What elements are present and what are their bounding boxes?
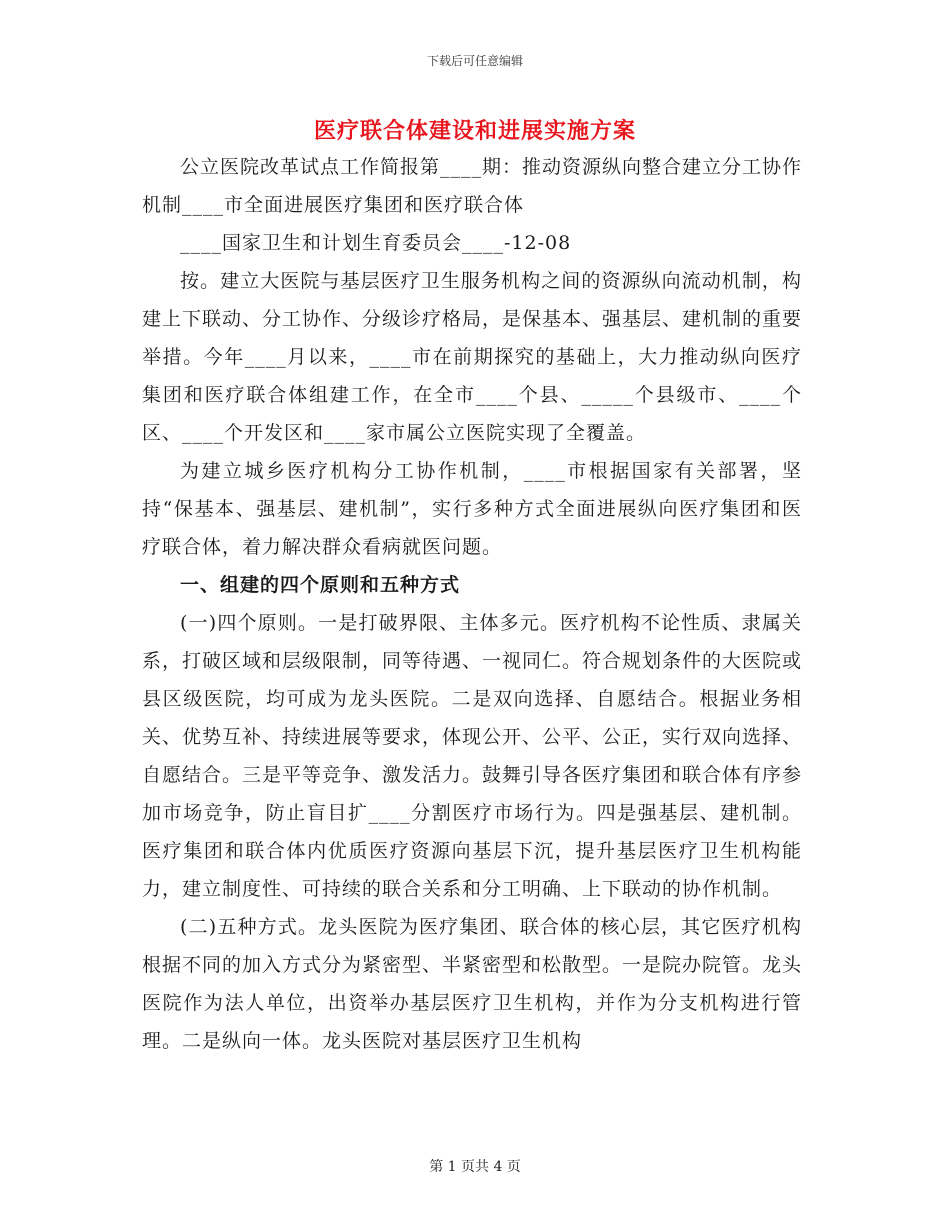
paragraph-intro: 按。建立大医院与基层医疗卫生服务机构之间的资源纵向流动机制，构建上下联动、分工协作、分级诊疗格局，是保基本、强基层、建机制的重要举措。今年____月以来，____市在前期探究的基础上，大力推动纵向医疗集团和医疗联合体组建工作，在全市____个县、_____个县级市、____个区、____个开发区和____家市属公立医院实现了全覆盖。 bbox=[142, 270, 803, 444]
paragraph-background: 为建立城乡医疗机构分工协作机制，____市根据国家有关部署，坚持“保基本、强基层、建机制”，实行多种方式全面进展纵向医疗集团和医疗联合体，着力解决群众看病就医问题。 bbox=[142, 460, 802, 558]
section-heading-principles: 一、组建的四个原则和五种方式 bbox=[180, 574, 461, 596]
page-header-note: 下载后可任意编辑 bbox=[426, 54, 523, 68]
paragraph-four-principles: (一)四个原则。一是打破界限、主体多元。医疗机构不论性质、隶属关系，打破区域和层级限制，同等待遇、一视同仁。符合规划条件的大医院或县区级医院，均可成为龙头医院。二是双向选择、自愿结合。根据业务相关、优势互补、持续进展等要求，体现公开、公平、公正，实行双向选择、自愿结合。三是平等竞争、激发活力。鼓舞引导各医疗集团和联合体有序参加市场竞争，防止盲目扩____分割医疗市场行为。四是强基层、建机制。医疗集团和联合体内优质医疗资源向基层下沉，提升基层医疗卫生机构能力，建立制度性、可持续的联合关系和分工明确、上下联动的协作机制。 bbox=[142, 612, 803, 900]
paragraph-five-methods: (二)五种方式。龙头医院为医疗集团、联合体的核心层，其它医疗机构根据不同的加入方式分为紧密型、半紧密型和松散型。一是院办院管。龙头医院作为法人单位，出资举办基层医疗卫生机构，并作为分支机构进行管理。二是纵向一体。龙头医院对基层医疗卫生机构 bbox=[142, 916, 803, 1052]
document-title: 医疗联合体建设和进展实施方案 bbox=[313, 118, 636, 144]
page-number-footer: 第 1 页共 4 页 bbox=[429, 1159, 521, 1175]
document-body bbox=[142, 148, 802, 1060]
paragraph-briefing-title: 公立医院改革试点工作简报第____期：推动资源纵向整合建立分工协作机制____市全面进展医疗集团和医疗联合体 bbox=[142, 156, 803, 216]
paragraph-issuer-date: ____国家卫生和计划生育委员会____-12-08 bbox=[180, 232, 572, 254]
